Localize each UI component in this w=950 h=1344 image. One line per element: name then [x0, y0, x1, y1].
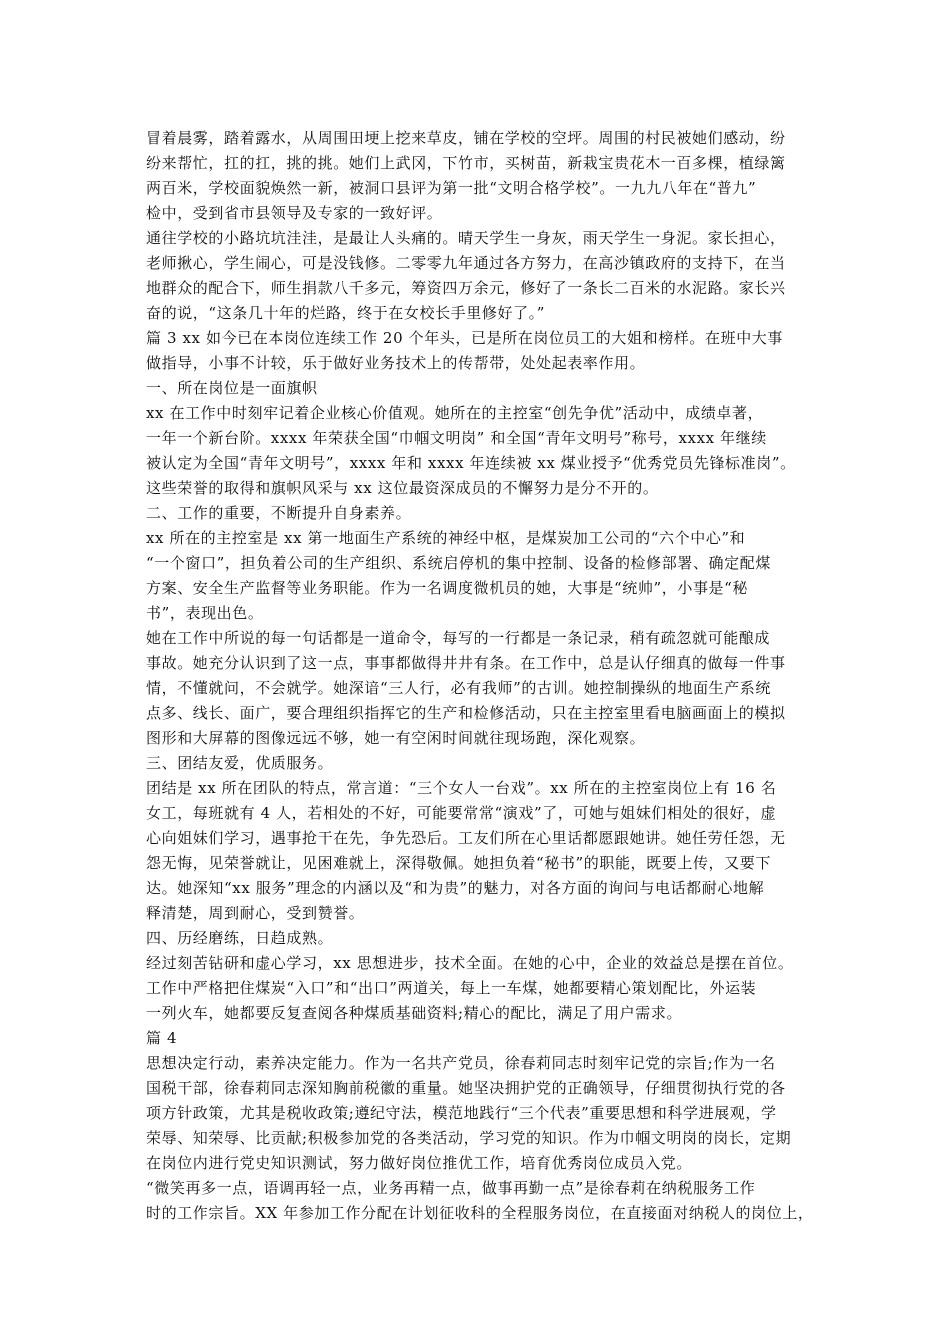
- text-line: 团结是 xx 所在团队的特点，常言道：“三个女人一台戏”。xx 所在的主控室岗位上有 16 名: [146, 779, 777, 797]
- text-line: “一个窗口”，担负着公司的生产组织、系统启停机的集中控制、设备的检修部署、确定配煤: [146, 554, 771, 572]
- text-line: 荣辱、知荣辱、比贡献;积极参加党的各类活动，学习党的知识。作为巾帼文明岗的岗长，定期: [146, 1129, 792, 1147]
- text-line: 图形和大屏幕的图像远远不够，她一有空闲时间就往现场跑，深化观察。: [146, 729, 646, 747]
- text-line: 项方针政策，尤其是税收政策;遵纪守法，模范地践行“三个代表”重要思想和科学进展观，学: [146, 1104, 777, 1122]
- text-line: 通往学校的小路坑坑洼洼，是最让人头痛的。晴天学生一身灰，雨天学生一身泥。家长担心，: [146, 229, 786, 247]
- text-line: “微笑再多一点，语调再轻一点，业务再精一点，做事再勤一点”是徐春莉在纳税服务工作: [146, 1179, 756, 1197]
- text-line: 这些荣誉的取得和旗帜风采与 xx 这位最资深成员的不懈努力是分不开的。: [146, 479, 659, 497]
- text-line: 老师揪心，学生闹心，可是没钱修。二零零九年通过各方努力，在高沙镇政府的支持下，在当: [146, 254, 786, 272]
- text-line: 检中，受到省市县领导及专家的一致好评。: [146, 204, 443, 222]
- text-line: 被认定为全国“青年文明号”，xxxx 年和 xxxx 年连续被 xx 煤业授予“优秀党员先锋标准岗”。: [146, 454, 796, 472]
- text-line: 两百米，学校面貌焕然一新，被洞口县评为第一批“文明合格学校”。一九九八年在“普九”: [146, 179, 757, 197]
- section-heading: 四、历经磨练，日趋成熟。: [146, 929, 334, 947]
- text-line: 纷来帮忙，扛的扛，挑的挑。她们上武冈，下竹市，买树苗，新栽宝贵花木一百多棵，植绿篱: [146, 154, 786, 172]
- text-line: 篇 3 xx 如今已在本岗位连续工作 20 个年头，已是所在岗位员工的大姐和榜样。在班中大事: [146, 329, 783, 347]
- text-line: 冒着晨雾，踏着露水，从周围田埂上挖来草皮，铺在学校的空坪。周围的村民被她们感动，纷: [146, 129, 786, 147]
- text-line: 思想决定行动，素养决定能力。作为一名共产党员，徐春莉同志时刻牢记党的宗旨;作为一名: [146, 1054, 776, 1072]
- section-heading: 一、所在岗位是一面旗帜: [146, 379, 318, 397]
- text-line: 达。她深知“xx 服务”理念的内涵以及“和为贵”的魅力，对各方面的询问与电话都耐心地解: [146, 879, 765, 897]
- text-line: 事故。她充分认识到了这一点，事事都做得井井有条。在工作中，总是认仔细真的做每一件事: [146, 654, 786, 672]
- text-line: 时的工作宗旨。XX 年参加工作分配在计划征收科的全程服务岗位，在直接面对纳税人的岗位上，: [146, 1204, 814, 1222]
- text-line: 国税干部，徐春莉同志深知胸前税徽的重量。她坚决拥护党的正确领导，仔细贯彻执行党的各: [146, 1079, 786, 1097]
- text-line: 女工，每班就有 4 人，若相处的不好，可能要常常“演戏”了，可她与姐妹们相处的很好，虚: [146, 804, 777, 822]
- text-line: 书”，表现出色。: [146, 604, 264, 622]
- text-line: xx 所在的主控室是 xx 第一地面生产系统的神经中枢，是煤炭加工公司的“六个中心”和: [146, 529, 746, 547]
- text-line: 一列火车，她都要反复查阅各种煤质基础资料;精心的配比，满足了用户需求。: [146, 1004, 683, 1022]
- text-line: 地群众的配合下，师生捐款八千多元，筹资四万余元，修好了一条长二百米的水泥路。家长兴: [146, 279, 786, 297]
- text-line: 经过刻苦钻研和虚心学习，xx 思想进步，技术全面。在她的心中，企业的效益总是摆在首位。: [146, 954, 794, 972]
- text-line: xx 在工作中时刻牢记着企业核心价值观。她所在的主控室“创先争优”活动中，成绩卓著，: [146, 404, 764, 422]
- text-line: 奋的说，“这条几十年的烂路，终于在女校长手里修好了。”: [146, 304, 546, 322]
- text-line: 在岗位内进行党史知识测试，努力做好岗位推优工作，培育优秀岗位成员入党。: [146, 1154, 693, 1172]
- text-line: 方案、安全生产监督等业务职能。作为一名调度微机员的她，大事是“统帅”，小事是“秘: [146, 579, 749, 597]
- text-line: 一年一个新台阶。xxxx 年荣获全国“巾帼文明岗” 和全国“青年文明号”称号，xxxx 年继续: [146, 429, 767, 447]
- text-line: 心向姐妹们学习，遇事抢干在先，争先恐后。工友们所在心里话都愿跟她讲。她任劳任怨，无: [146, 829, 786, 847]
- text-line: 点多、线长、面广，要合理组织指挥它的生产和检修活动，只在主控室里看电脑画面上的模拟: [146, 704, 786, 722]
- section-heading: 篇 4: [146, 1029, 178, 1047]
- text-line: 怨无悔，见荣誉就让，见困难就上，深得敬佩。她担负着“秘书”的职能，既要上传，又要下: [146, 854, 771, 872]
- text-line: 释清楚，周到耐心，受到赞誉。: [146, 904, 365, 922]
- section-heading: 二、工作的重要，不断提升自身素养。: [146, 504, 412, 522]
- section-heading: 三、团结友爱，优质服务。: [146, 754, 334, 772]
- text-line: 她在工作中所说的每一句话都是一道命令，每写的一行都是一条记录，稍有疏忽就可能酿成: [146, 629, 771, 647]
- text-line: 工作中严格把住煤炭“入口”和“出口”两道关，每上一车煤，她都要精心策划配比，外运装: [146, 979, 757, 997]
- text-line: 做指导，小事不计较，乐于做好业务技术上的传帮带，处处起表率作用。: [146, 354, 646, 372]
- text-line: 情，不懂就问，不会就学。她深谙“三人行，必有我师”的古训。她控制操纵的地面生产系统: [146, 679, 771, 697]
